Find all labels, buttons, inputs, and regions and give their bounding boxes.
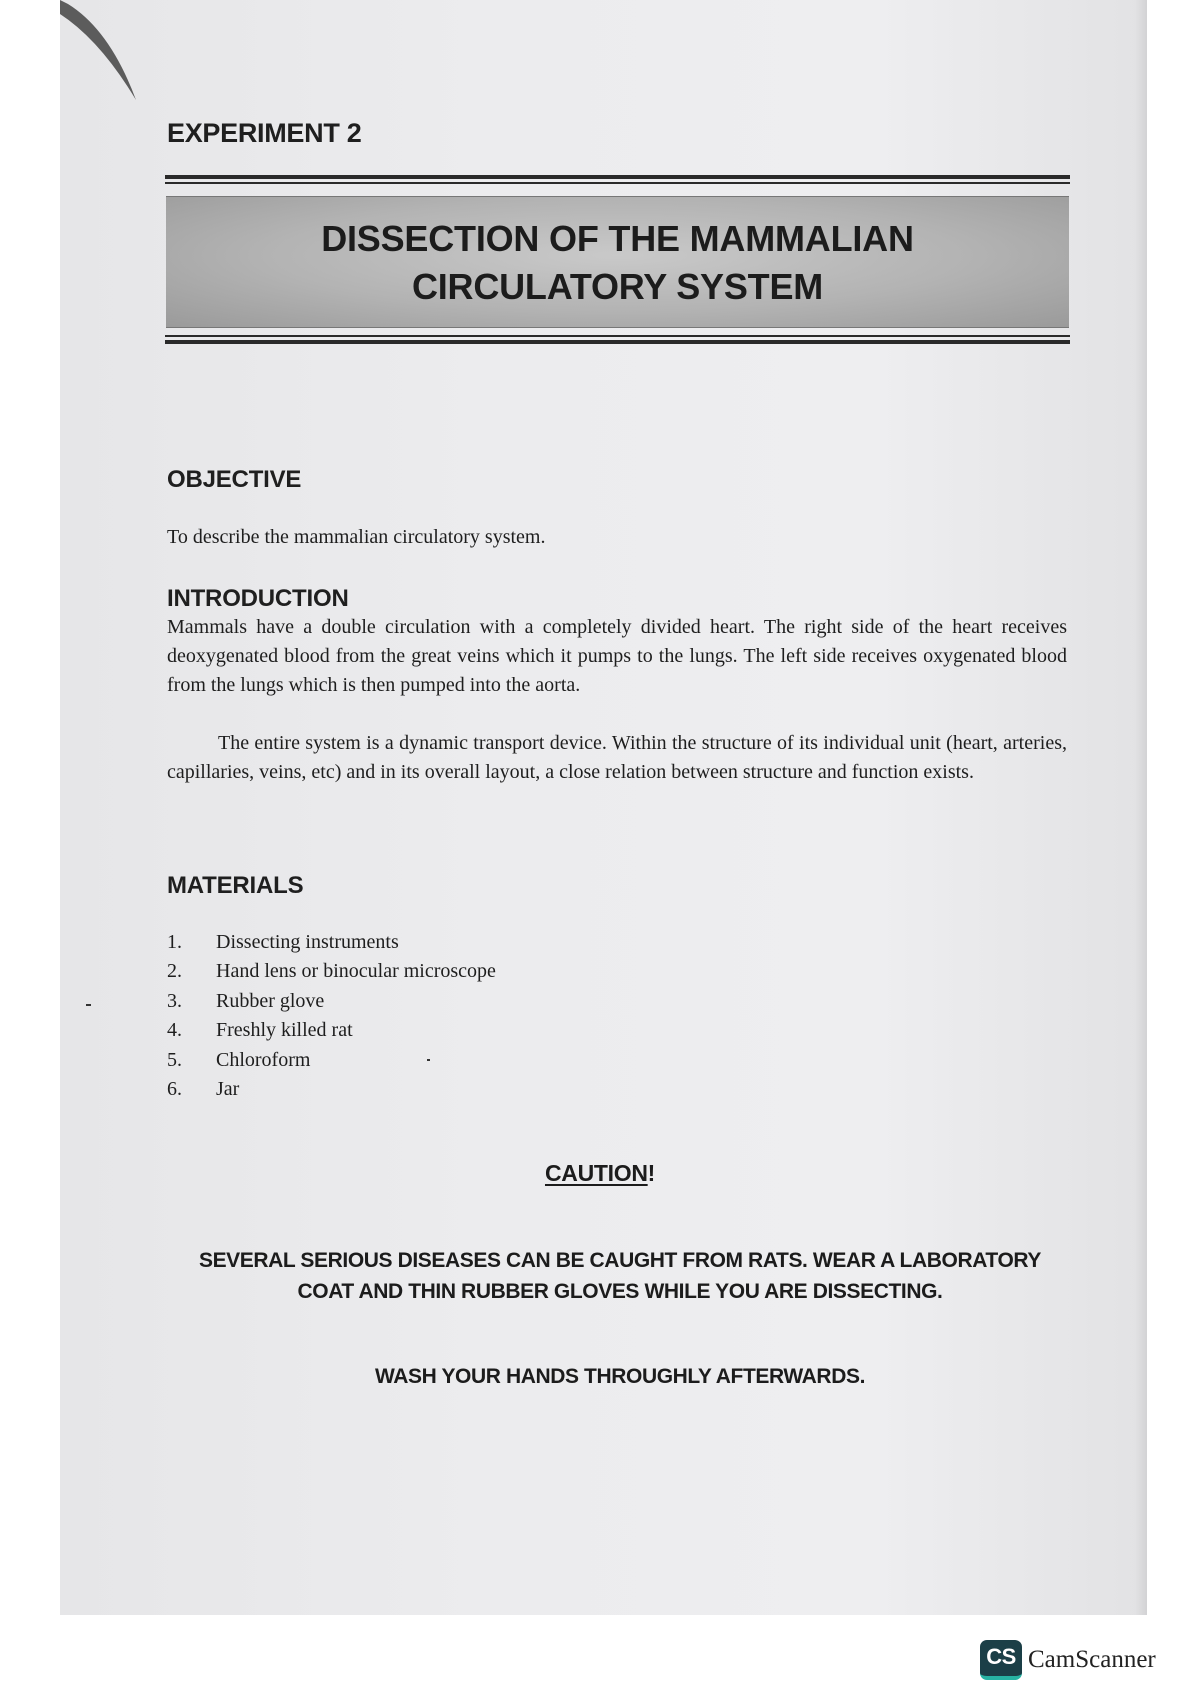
camscanner-name: CamScanner [1028, 1646, 1156, 1673]
list-item-number: 4. [167, 1019, 182, 1042]
objective-heading: OBJECTIVE [167, 466, 302, 493]
list-item [167, 1046, 496, 1075]
list-item-text: Hand lens or binocular microscope [216, 960, 496, 983]
materials-list [167, 928, 496, 1104]
list-item-number: 3. [167, 989, 182, 1012]
list-item-number: 5. [167, 1048, 182, 1071]
stray-dash-mark [86, 1004, 91, 1006]
list-item [167, 1075, 496, 1104]
page-title-line-2: CIRCULATORY SYSTEM [411, 266, 824, 307]
camscanner-logo-icon: CS [980, 1640, 1022, 1680]
page-title-line-1: DISSECTION OF THE MAMMALIAN [321, 218, 914, 259]
title-top-rule-thick [165, 175, 1070, 179]
list-item-text: Dissecting instruments [216, 931, 399, 953]
list-item [167, 987, 496, 1016]
title-top-rule-thin [165, 182, 1070, 184]
list-item-text: Jar [216, 1078, 240, 1101]
caution-heading [0, 1160, 1200, 1187]
caution-heading-text: CAUTION [544, 1160, 648, 1186]
caution-heading-punct: ! [647, 1160, 656, 1186]
stray-dot-mark [427, 1059, 430, 1061]
wash-hands-notice: WASH YOUR HANDS THROUGHLY AFTERWARDS. [374, 1365, 866, 1388]
list-item-text: Chloroform [216, 1048, 311, 1071]
list-item-number: 2. [167, 960, 182, 983]
caution-warning-line-2: COAT AND THIN RUBBER GLOVES WHILE YOU ARE DISSECTING. [297, 1280, 943, 1303]
caution-warning-line-1: SEVERAL SERIOUS DISEASES CAN BE CAUGHT FROM RATS. WEAR A LABORATORY [198, 1249, 1042, 1272]
title-banner [166, 196, 1069, 328]
objective-text: To describe the mammalian circulatory system. [167, 526, 546, 548]
list-item [167, 957, 496, 986]
list-item [167, 928, 496, 957]
camscanner-watermark [980, 1640, 1156, 1680]
introduction-paragraph-2: The entire system is a dynamic transport device. Within the structure of its individual unit (heart, arteries, capillaries, veins, etc) and in its overall layout, a close relation between structure and function exists. [167, 732, 1067, 783]
materials-heading: MATERIALS [167, 872, 304, 899]
list-item [167, 1016, 496, 1045]
introduction-heading: INTRODUCTION [167, 585, 349, 612]
title-bottom-rule-thin [165, 335, 1070, 337]
list-item-number: 6. [167, 1078, 182, 1101]
title-bottom-rule-thick [165, 340, 1070, 344]
list-item-text: Rubber glove [216, 989, 325, 1012]
experiment-label: EXPERIMENT 2 [167, 118, 362, 148]
folded-corner-icon [60, 0, 140, 110]
list-item-number: 1. [167, 931, 182, 953]
page-edge-shadow [1135, 0, 1147, 1615]
list-item-text: Freshly killed rat [216, 1019, 353, 1042]
introduction-paragraph-1: Mammals have a double circulation with a completely divided heart. The right side of the heart receives deoxygenated blood from the great veins which it pumps to the lungs. The left side receives oxygenated blood from the lungs which is then pumped into the aorta. [167, 616, 1067, 696]
